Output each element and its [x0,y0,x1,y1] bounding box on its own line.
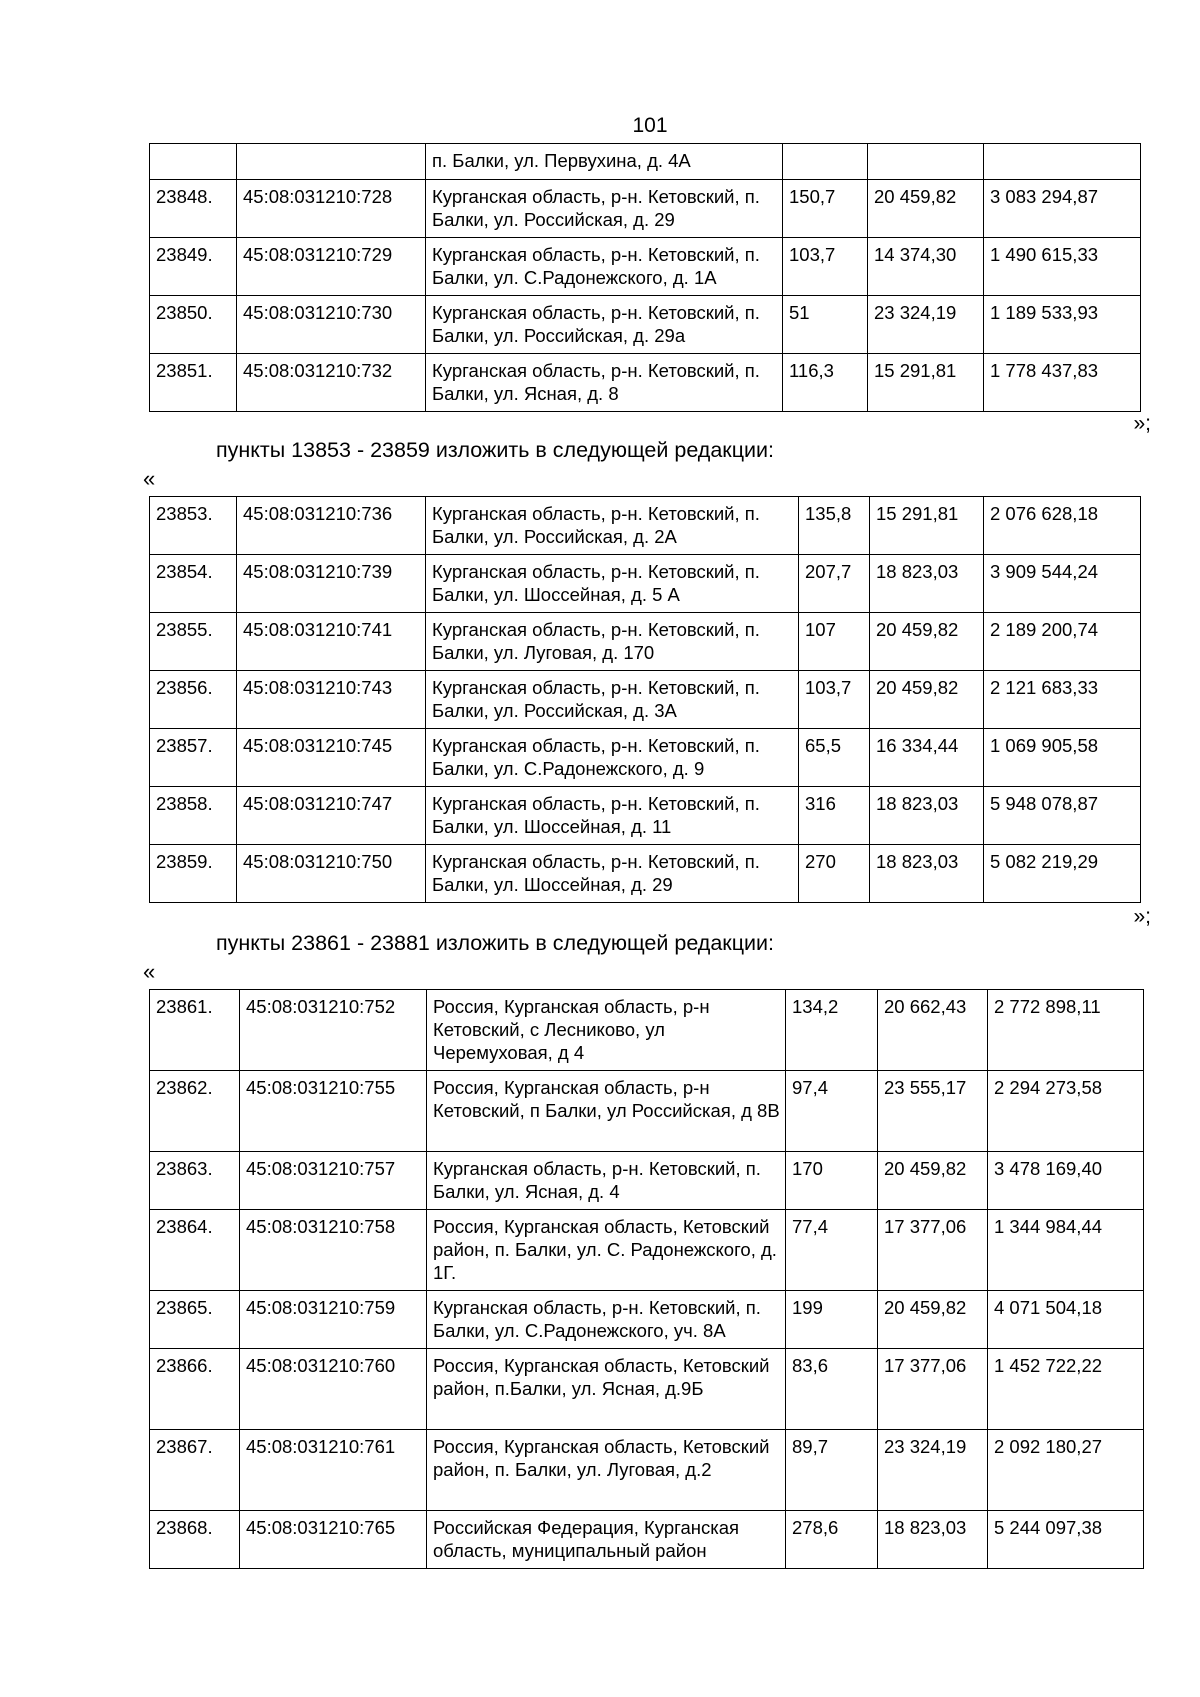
table-cell: Курганская область, р-н. Кетовский, п. Балки, ул. Шоссейная, д. 29 [426,845,799,903]
table-cell: 14 374,30 [868,238,984,296]
table-row [150,1430,1144,1511]
table-cell: Россия, Курганская область, р-н Кетовский, с Лесниково, ул Черемуховая, д 4 [427,990,786,1071]
table-cell: 45:08:031210:750 [237,845,426,903]
table-cell: 45:08:031210:759 [240,1291,427,1349]
closing-quote: »; [1133,905,1151,928]
table-cell: 89,7 [786,1430,878,1511]
table-cell: 3 909 544,24 [984,555,1141,613]
table-row [150,845,1141,903]
table-cell: Россия, Курганская область, Кетовский район, п.Балки, ул. Ясная, д.9Б [427,1349,786,1430]
table-cell: Курганская область, р-н. Кетовский, п. Балки, ул. Ясная, д. 4 [427,1152,786,1210]
table-cell: 20 459,82 [878,1291,988,1349]
table-cell: 23850. [150,296,237,354]
table-cell: 45:08:031210:747 [237,787,426,845]
table-cell: 18 823,03 [870,787,984,845]
table-cell: Курганская область, р-н. Кетовский, п. Балки, ул. Ясная, д. 8 [426,354,783,412]
table-cell: Российская Федерация, Курганская область, муниципальный район [427,1511,786,1569]
section-heading: пункты 13853 - 23859 изложить в следующей редакции: [216,438,775,462]
table-cell: 2 189 200,74 [984,613,1141,671]
table-row [150,1152,1144,1210]
table-cell: Курганская область, р-н. Кетовский, п. Балки, ул. Шоссейная, д. 5 А [426,555,799,613]
table-cell: 23 324,19 [878,1430,988,1511]
table-cell: 15 291,81 [868,354,984,412]
table-cell: Россия, Курганская область, Кетовский район, п. Балки, ул. С. Радонежского, д. 1Г. [427,1210,786,1291]
table-cell: 23859. [150,845,237,903]
table-cell: 23857. [150,729,237,787]
table-cell: п. Балки, ул. Первухина, д. 4А [426,144,783,180]
table-cell: 51 [783,296,868,354]
table-cell: 107 [799,613,870,671]
table-cell: 45:08:031210:736 [237,497,426,555]
table-cell: 135,8 [799,497,870,555]
table-cell: 18 823,03 [870,845,984,903]
table-row [150,555,1141,613]
opening-quote: « [143,466,156,491]
table-cell: 103,7 [783,238,868,296]
table-cell: 116,3 [783,354,868,412]
table-cell: Россия, Курганская область, Кетовский район, п. Балки, ул. Луговая, д.2 [427,1430,786,1511]
table-cell: 17 377,06 [878,1210,988,1291]
table-cell [868,144,984,180]
table-cell: 1 778 437,83 [984,354,1141,412]
table-cell: 23858. [150,787,237,845]
table-row [150,729,1141,787]
table-cell: 20 459,82 [870,671,984,729]
table-row [150,1349,1144,1430]
table-cell: 103,7 [799,671,870,729]
table-row [150,238,1141,296]
table-row [150,354,1141,412]
table-cell: 97,4 [786,1071,878,1152]
table-cell: 23861. [150,990,240,1071]
table-cell: 2 294 273,58 [988,1071,1144,1152]
table-cell: 45:08:031210:758 [240,1210,427,1291]
table-cell: 45:08:031210:752 [240,990,427,1071]
table-cell: 45:08:031210:765 [240,1511,427,1569]
table-cell: 170 [786,1152,878,1210]
table-cell: 45:08:031210:739 [237,555,426,613]
table-row [150,497,1141,555]
table-cell: 18 823,03 [878,1511,988,1569]
table-cell: Курганская область, р-н. Кетовский, п. Балки, ул. Российская, д. 3А [426,671,799,729]
table-cell: 45:08:031210:730 [237,296,426,354]
table-cell: 2 092 180,27 [988,1430,1144,1511]
table-cell: 23856. [150,671,237,729]
continuation-table [149,143,1141,412]
table-row [150,1210,1144,1291]
table-cell: 20 459,82 [868,180,984,238]
table-cell: 16 334,44 [870,729,984,787]
table-cell: Курганская область, р-н. Кетовский, п. Балки, ул. Шоссейная, д. 11 [426,787,799,845]
table-row [150,613,1141,671]
table-cell: 278,6 [786,1511,878,1569]
table-cell: 2 772 898,11 [988,990,1144,1071]
table-cell: 45:08:031210:729 [237,238,426,296]
table-cell: 23855. [150,613,237,671]
amended-items-table [149,496,1141,903]
table-cell: Курганская область, р-н. Кетовский, п. Балки, ул. С.Радонежского, д. 9 [426,729,799,787]
table-cell: 5 244 097,38 [988,1511,1144,1569]
table-cell: 18 823,03 [870,555,984,613]
table-cell: 77,4 [786,1210,878,1291]
table-cell: 199 [786,1291,878,1349]
table-cell [984,144,1141,180]
closing-quote: »; [1133,412,1151,435]
table-cell: 45:08:031210:755 [240,1071,427,1152]
table-cell: 65,5 [799,729,870,787]
amended-items-table [149,989,1144,1569]
table-cell [150,144,237,180]
table-cell [783,144,868,180]
table-cell: 3 478 169,40 [988,1152,1144,1210]
table-cell: 316 [799,787,870,845]
table-cell: 134,2 [786,990,878,1071]
table-cell: 23865. [150,1291,240,1349]
table-cell: 23851. [150,354,237,412]
table-cell: 23854. [150,555,237,613]
table-cell: 4 071 504,18 [988,1291,1144,1349]
table-cell: 45:08:031210:761 [240,1430,427,1511]
table-cell: 45:08:031210:757 [240,1152,427,1210]
table-cell: 45:08:031210:745 [237,729,426,787]
table-cell: 23853. [150,497,237,555]
table-cell: 83,6 [786,1349,878,1430]
table-cell: 2 121 683,33 [984,671,1141,729]
table-cell: 1 189 533,93 [984,296,1141,354]
table-cell: Курганская область, р-н. Кетовский, п. Балки, ул. Луговая, д. 170 [426,613,799,671]
table-cell: Курганская область, р-н. Кетовский, п. Балки, ул. С.Радонежского, уч. 8А [427,1291,786,1349]
table-row [150,1511,1144,1569]
table-cell: 23849. [150,238,237,296]
table-cell: 5 082 219,29 [984,845,1141,903]
table-cell: 23866. [150,1349,240,1430]
table-cell: Курганская область, р-н. Кетовский, п. Балки, ул. С.Радонежского, д. 1А [426,238,783,296]
table-cell: Курганская область, р-н. Кетовский, п. Балки, ул. Российская, д. 29 [426,180,783,238]
table-cell: 17 377,06 [878,1349,988,1430]
table-cell: 23862. [150,1071,240,1152]
table-row [150,296,1141,354]
table-cell: 23 555,17 [878,1071,988,1152]
table-cell: 23864. [150,1210,240,1291]
table-cell: 1 490 615,33 [984,238,1141,296]
table-cell: 20 662,43 [878,990,988,1071]
table-cell: Курганская область, р-н. Кетовский, п. Балки, ул. Российская, д. 29а [426,296,783,354]
table-cell: 45:08:031210:760 [240,1349,427,1430]
table-cell: 23863. [150,1152,240,1210]
table-cell: 20 459,82 [878,1152,988,1210]
opening-quote: « [143,959,156,984]
table-cell: 270 [799,845,870,903]
section-heading: пункты 23861 - 23881 изложить в следующей редакции: [216,931,775,955]
table-row [150,1291,1144,1349]
table-cell: 1 069 905,58 [984,729,1141,787]
table-row [150,671,1141,729]
table-cell: 1 452 722,22 [988,1349,1144,1430]
table-cell: 45:08:031210:728 [237,180,426,238]
table-cell: 23848. [150,180,237,238]
table-cell [237,144,426,180]
table-cell: 3 083 294,87 [984,180,1141,238]
table-cell: 15 291,81 [870,497,984,555]
table-cell: 207,7 [799,555,870,613]
table-cell: 20 459,82 [870,613,984,671]
table-row [150,787,1141,845]
table-row [150,180,1141,238]
table-cell: 2 076 628,18 [984,497,1141,555]
table-row [150,1071,1144,1152]
table-cell: 45:08:031210:741 [237,613,426,671]
table-cell: 45:08:031210:743 [237,671,426,729]
table-cell: 23868. [150,1511,240,1569]
page-number: 101 [632,114,668,137]
table-cell: 1 344 984,44 [988,1210,1144,1291]
table-cell: 5 948 078,87 [984,787,1141,845]
table-cell: 45:08:031210:732 [237,354,426,412]
table-row [150,144,1141,180]
table-cell: 23 324,19 [868,296,984,354]
table-cell: Россия, Курганская область, р-н Кетовский, п Балки, ул Российская, д 8В [427,1071,786,1152]
table-cell: 23867. [150,1430,240,1511]
table-cell: 150,7 [783,180,868,238]
table-cell: Курганская область, р-н. Кетовский, п. Балки, ул. Российская, д. 2А [426,497,799,555]
table-row [150,990,1144,1071]
